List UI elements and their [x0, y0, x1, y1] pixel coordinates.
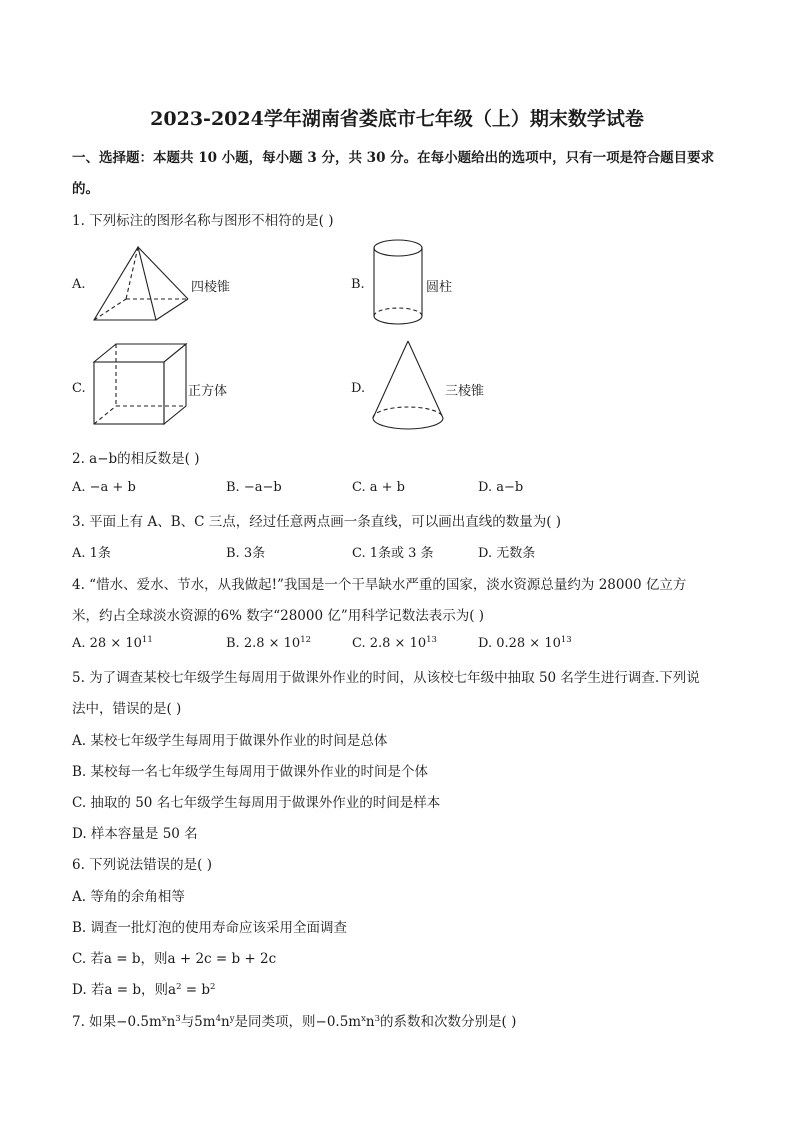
- q3-option-c[interactable]: C. 1条或 3 条: [352, 546, 434, 561]
- q3-option-a[interactable]: A. 1条: [72, 546, 111, 561]
- q2-option-d[interactable]: D. a−b: [478, 480, 524, 495]
- q2-option-c[interactable]: C. a + b: [352, 480, 405, 495]
- q1-option-c-label: 正方体: [188, 384, 228, 399]
- q4-option-a[interactable]: A. $28 \times 10^{11}$: [72, 635, 153, 651]
- q1-option-c-letter[interactable]: C.: [72, 381, 86, 396]
- q7-stem: 7. 如果$-0.5m^xn^3$与$5m^4n^y$是同类项，则$-0.5m^xn^3$的系数和次数分别是( ): [72, 1014, 517, 1030]
- cube-figure: [92, 342, 188, 426]
- q5-stem-cont: 法中，错误的是( ): [72, 701, 182, 717]
- q4-option-d[interactable]: D. $0.28 \times 10^{13}$: [478, 635, 572, 651]
- q1-option-b-label: 圆柱: [426, 280, 453, 295]
- section-heading: 一、选择题：本题共 10 小题，每小题 3 分，共 30 分。在每小题给出的选项中，只有一项是符合题目要求: [72, 150, 715, 166]
- q2-option-a[interactable]: A. −a + b: [72, 480, 136, 495]
- q6-option-b[interactable]: B. 调查一批灯泡的使用寿命应该采用全面调查: [72, 920, 348, 936]
- section-heading-cont: 的。: [72, 181, 99, 197]
- q2-option-b[interactable]: B. −a−b: [226, 480, 282, 495]
- q5-option-d[interactable]: D. 样本容量是 50 名: [72, 826, 198, 842]
- q1-option-d-label: 三棱锥: [445, 384, 485, 399]
- exam-title: 2023-2024学年湖南省娄底市七年级（上）期末数学试卷: [150, 108, 644, 130]
- q5-option-b[interactable]: B. 某校每一名七年级学生每周用于做课外作业的时间是个体: [72, 764, 429, 780]
- q6-option-c[interactable]: C. 若a = b，则a + 2c = b + 2c: [72, 951, 277, 967]
- q3-option-d[interactable]: D. 无数条: [478, 546, 536, 561]
- q1-option-a-label: 四棱锥: [191, 280, 231, 295]
- q4-option-b[interactable]: B. $2.8 \times 10^{12}$: [226, 635, 312, 651]
- q6-stem: 6. 下列说法错误的是( ): [72, 857, 212, 873]
- q2-stem: 2. a−b的相反数是( ): [72, 451, 200, 467]
- q4-option-c[interactable]: C. $2.8 \times 10^{13}$: [352, 635, 437, 651]
- q1-option-a-letter[interactable]: A.: [72, 277, 86, 292]
- q6-option-d[interactable]: D. 若a = b，则$a^2 = b^2$: [72, 982, 216, 998]
- q6-option-a[interactable]: A. 等角的余角相等: [72, 889, 185, 905]
- q1-stem: 1. 下列标注的图形名称与图形不相符的是( ): [72, 213, 334, 229]
- q5-option-c[interactable]: C. 抽取的 50 名七年级学生每周用于做课外作业的时间是样本: [72, 795, 441, 811]
- q4-stem: 4. “惜水、爱水、节水，从我做起!”我国是一个干旱缺水严重的国家，淡水资源总量约为 28000 亿立方: [72, 577, 687, 593]
- q5-stem: 5. 为了调查某校七年级学生每周用于做课外作业的时间，从该校七年级中抽取 50 名学生进行调查.下列说: [72, 670, 700, 686]
- cone-figure: [370, 338, 446, 438]
- q4-stem-cont: 米，约占全球淡水资源的6% 数字“28000 亿”用科学记数法表示为( ): [72, 608, 485, 624]
- q1-option-b-letter[interactable]: B.: [351, 277, 365, 292]
- q3-option-b[interactable]: B. 3条: [226, 546, 266, 561]
- q5-option-a[interactable]: A. 某校七年级学生每周用于做课外作业的时间是总体: [72, 733, 388, 749]
- q1-option-d-letter[interactable]: D.: [351, 381, 366, 396]
- q3-stem: 3. 平面上有 A、B、C 三点，经过任意两点画一条直线，可以画出直线的数量为( ): [72, 514, 562, 530]
- pyramid-figure: [92, 244, 192, 328]
- cylinder-figure: [372, 238, 424, 330]
